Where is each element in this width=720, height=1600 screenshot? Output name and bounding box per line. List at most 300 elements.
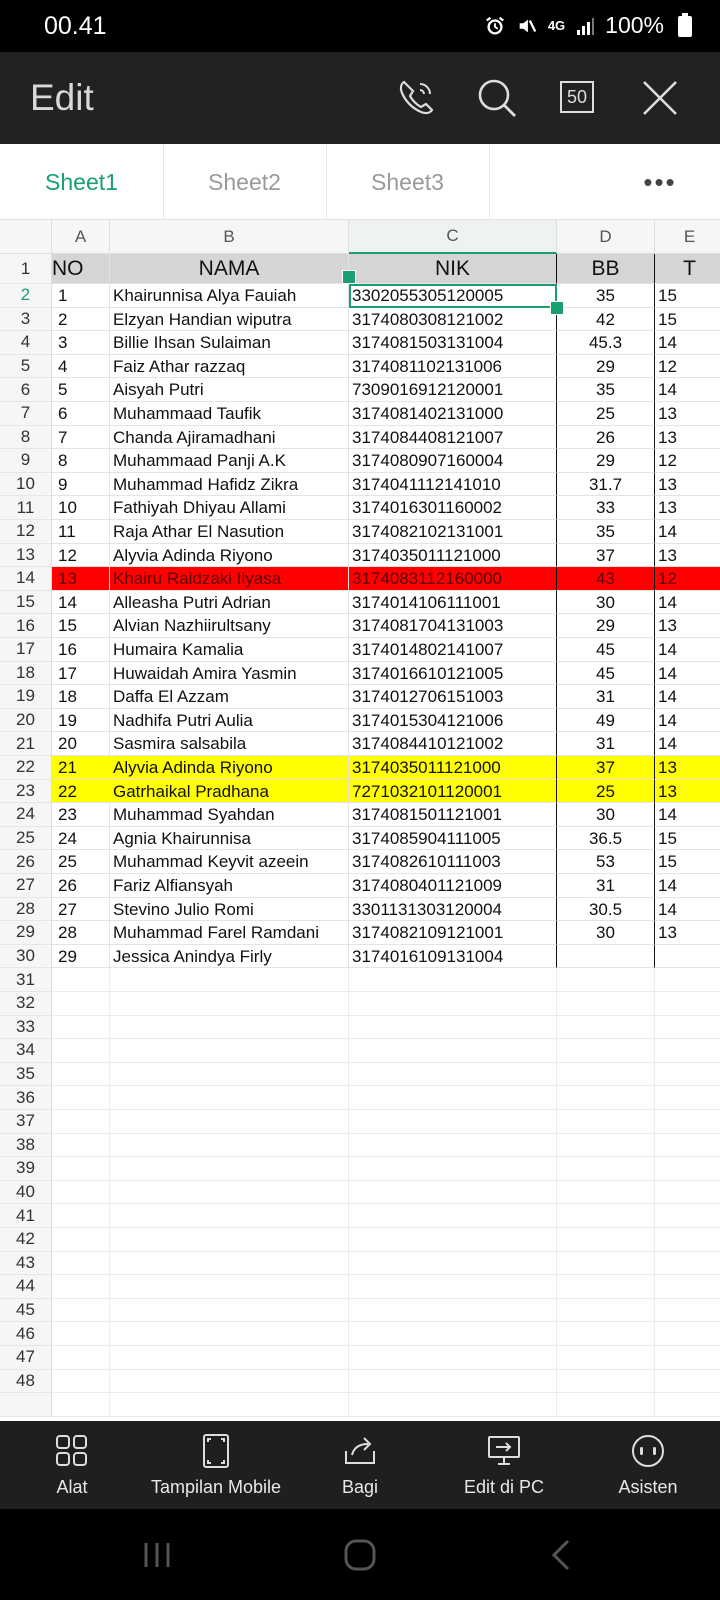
empty-cell[interactable] (655, 1110, 720, 1134)
table-cell[interactable]: 20 (52, 732, 110, 756)
row-header-20[interactable]: 20 (0, 709, 52, 733)
empty-cell[interactable] (52, 1204, 110, 1228)
table-cell[interactable]: 30 (557, 921, 655, 945)
row-header-46[interactable]: 46 (0, 1322, 52, 1346)
table-cell[interactable]: Khairu Raidzaki Ilyasa (110, 567, 349, 591)
table-cell[interactable]: 12 (655, 567, 720, 591)
table-cell[interactable]: Jessica Anindya Firly (110, 945, 349, 969)
table-cell[interactable]: 3174083112160000 (349, 567, 557, 591)
empty-cell[interactable] (349, 1228, 557, 1252)
empty-cell[interactable] (52, 1228, 110, 1252)
table-cell[interactable]: 23 (52, 803, 110, 827)
table-cell[interactable]: 13 (655, 780, 720, 804)
alat-button[interactable] (0, 1421, 144, 1509)
table-cell[interactable]: 31 (557, 732, 655, 756)
share-button[interactable] (288, 1421, 432, 1509)
table-cell[interactable]: 3174081503131004 (349, 331, 557, 355)
row-header-41[interactable]: 41 (0, 1204, 52, 1228)
empty-cell[interactable] (557, 1181, 655, 1205)
table-cell[interactable]: 17 (52, 662, 110, 686)
table-cell[interactable]: 14 (655, 520, 720, 544)
empty-cell[interactable] (52, 1016, 110, 1040)
table-cell[interactable]: Chanda Ajiramadhani (110, 426, 349, 450)
empty-cell[interactable] (52, 1299, 110, 1323)
table-cell[interactable]: 29 (557, 355, 655, 379)
table-cell[interactable]: 30 (557, 803, 655, 827)
select-all-corner[interactable] (0, 220, 52, 254)
table-cell[interactable]: 3174085904111005 (349, 827, 557, 851)
table-cell[interactable]: 3174084410121002 (349, 732, 557, 756)
empty-cell[interactable] (557, 1370, 655, 1394)
empty-cell[interactable] (110, 1016, 349, 1040)
table-cell[interactable]: 37 (557, 544, 655, 568)
empty-cell[interactable] (655, 1299, 720, 1323)
empty-cell[interactable] (52, 1134, 110, 1158)
table-cell[interactable]: 14 (655, 685, 720, 709)
table-cell[interactable]: 10 (52, 496, 110, 520)
table-cell[interactable]: 3174084408121007 (349, 426, 557, 450)
back-icon[interactable] (544, 1537, 580, 1573)
table-cell[interactable]: Muhammaad Taufik (110, 402, 349, 426)
table-cell[interactable]: 3174041112141010 (349, 473, 557, 497)
table-cell[interactable]: 15 (655, 850, 720, 874)
table-cell[interactable]: 25 (52, 850, 110, 874)
row-header-13[interactable]: 13 (0, 544, 52, 568)
empty-cell[interactable] (110, 1063, 349, 1087)
row-header-35[interactable]: 35 (0, 1063, 52, 1087)
row-header-49[interactable] (0, 1393, 52, 1417)
empty-cell[interactable] (52, 968, 110, 992)
table-cell[interactable]: 3174080907160004 (349, 449, 557, 473)
table-cell[interactable]: 12 (52, 544, 110, 568)
empty-cell[interactable] (52, 1110, 110, 1134)
empty-cell[interactable] (349, 1370, 557, 1394)
empty-cell[interactable] (655, 992, 720, 1016)
empty-cell[interactable] (110, 1110, 349, 1134)
header-cell-e[interactable]: T (655, 254, 720, 284)
mobile-view-button[interactable] (144, 1421, 288, 1509)
row-header-4[interactable]: 4 (0, 331, 52, 355)
empty-cell[interactable] (349, 1204, 557, 1228)
empty-cell[interactable] (557, 1275, 655, 1299)
table-cell[interactable]: Huwaidah Amira Yasmin (110, 662, 349, 686)
empty-cell[interactable] (110, 1181, 349, 1205)
more-tabs-button[interactable] (580, 144, 720, 220)
empty-cell[interactable] (110, 1134, 349, 1158)
empty-cell[interactable] (110, 1157, 349, 1181)
table-cell[interactable]: 29 (557, 449, 655, 473)
table-cell[interactable]: Alyvia Adinda Riyono (110, 756, 349, 780)
empty-cell[interactable] (655, 1016, 720, 1040)
empty-cell[interactable] (110, 1299, 349, 1323)
row-header-2[interactable]: 2 (0, 284, 52, 308)
table-cell[interactable]: 7271032101120001 (349, 780, 557, 804)
table-cell[interactable]: 6 (52, 402, 110, 426)
table-cell[interactable]: 30.5 (557, 898, 655, 922)
table-cell[interactable]: 3174016301160002 (349, 496, 557, 520)
table-cell[interactable]: 3174081704131003 (349, 614, 557, 638)
empty-cell[interactable] (52, 1370, 110, 1394)
table-cell[interactable]: 3174035011121000 (349, 756, 557, 780)
row-header-47[interactable]: 47 (0, 1346, 52, 1370)
table-cell[interactable]: 29 (52, 945, 110, 969)
table-cell[interactable]: Sasmira salsabila (110, 732, 349, 756)
empty-cell[interactable] (655, 1275, 720, 1299)
table-cell[interactable]: 4 (52, 355, 110, 379)
row-header-36[interactable]: 36 (0, 1086, 52, 1110)
empty-cell[interactable] (349, 1275, 557, 1299)
table-cell[interactable]: 19 (52, 709, 110, 733)
empty-cell[interactable] (655, 1181, 720, 1205)
empty-cell[interactable] (110, 968, 349, 992)
home-icon[interactable] (342, 1537, 378, 1573)
row-header-12[interactable]: 12 (0, 520, 52, 544)
table-cell[interactable]: 37 (557, 756, 655, 780)
table-cell[interactable]: Khairunnisa Alya Fauiah (110, 284, 349, 308)
table-cell[interactable]: Raja Athar El Nasution (110, 520, 349, 544)
table-cell[interactable]: 35 (557, 520, 655, 544)
table-cell[interactable]: 18 (52, 685, 110, 709)
empty-cell[interactable] (52, 1393, 110, 1417)
table-cell[interactable]: Muhammad Farel Ramdani (110, 921, 349, 945)
table-cell[interactable]: 13 (655, 756, 720, 780)
tab-sheet3[interactable] (326, 144, 490, 220)
table-cell[interactable]: 3174014802141007 (349, 638, 557, 662)
selection-handle-start[interactable] (342, 270, 356, 284)
empty-cell[interactable] (52, 1275, 110, 1299)
table-cell[interactable]: Stevino Julio Romi (110, 898, 349, 922)
empty-cell[interactable] (110, 1039, 349, 1063)
table-cell[interactable]: 7 (52, 426, 110, 450)
table-cell[interactable]: 35 (557, 284, 655, 308)
row-header-19[interactable]: 19 (0, 685, 52, 709)
table-cell[interactable]: 14 (655, 638, 720, 662)
empty-cell[interactable] (52, 1322, 110, 1346)
empty-cell[interactable] (655, 1204, 720, 1228)
empty-cell[interactable] (110, 1252, 349, 1276)
row-header-22[interactable]: 22 (0, 756, 52, 780)
table-cell[interactable]: 3302055305120005 (349, 284, 557, 308)
table-cell[interactable]: 3301131303120004 (349, 898, 557, 922)
table-cell[interactable]: 27 (52, 898, 110, 922)
table-cell[interactable]: 3174081102131006 (349, 355, 557, 379)
row-header-45[interactable]: 45 (0, 1299, 52, 1323)
empty-cell[interactable] (349, 1252, 557, 1276)
table-cell[interactable]: 3174082610111003 (349, 850, 557, 874)
empty-cell[interactable] (110, 1086, 349, 1110)
table-cell[interactable]: 12 (655, 355, 720, 379)
row-header-44[interactable]: 44 (0, 1275, 52, 1299)
empty-cell[interactable] (52, 992, 110, 1016)
table-cell[interactable]: 21 (52, 756, 110, 780)
table-cell[interactable] (655, 945, 720, 969)
table-cell[interactable]: 24 (52, 827, 110, 851)
table-cell[interactable]: 9 (52, 473, 110, 497)
table-cell[interactable]: 14 (655, 709, 720, 733)
row-header-33[interactable]: 33 (0, 1016, 52, 1040)
table-cell[interactable]: 3174080401121009 (349, 874, 557, 898)
table-cell[interactable]: 31 (557, 685, 655, 709)
empty-cell[interactable] (557, 1016, 655, 1040)
table-cell[interactable]: 3174082102131001 (349, 520, 557, 544)
empty-cell[interactable] (655, 1157, 720, 1181)
empty-cell[interactable] (349, 1299, 557, 1323)
empty-cell[interactable] (349, 1134, 557, 1158)
table-cell[interactable]: 45.3 (557, 331, 655, 355)
tab-sheet2[interactable] (163, 144, 327, 220)
row-header-30[interactable]: 30 (0, 945, 52, 969)
empty-cell[interactable] (110, 1204, 349, 1228)
row-header-34[interactable]: 34 (0, 1039, 52, 1063)
table-cell[interactable]: 1 (52, 284, 110, 308)
table-cell[interactable]: 14 (655, 331, 720, 355)
empty-cell[interactable] (557, 1299, 655, 1323)
empty-cell[interactable] (52, 1063, 110, 1087)
row-header-37[interactable]: 37 (0, 1110, 52, 1134)
recent-apps-icon[interactable] (139, 1537, 175, 1573)
table-cell[interactable] (557, 945, 655, 969)
empty-cell[interactable] (557, 1134, 655, 1158)
column-header-a[interactable]: A (52, 220, 110, 254)
table-cell[interactable]: 13 (655, 544, 720, 568)
empty-cell[interactable] (52, 1181, 110, 1205)
table-cell[interactable]: 35 (557, 378, 655, 402)
tab-sheet1[interactable] (0, 144, 164, 220)
table-cell[interactable]: Alleasha Putri Adrian (110, 591, 349, 615)
table-cell[interactable]: 5 (52, 378, 110, 402)
table-cell[interactable]: 3 (52, 331, 110, 355)
table-cell[interactable]: 3174012706151003 (349, 685, 557, 709)
empty-cell[interactable] (349, 1063, 557, 1087)
row-header-6[interactable]: 6 (0, 378, 52, 402)
table-cell[interactable]: 31 (557, 874, 655, 898)
empty-cell[interactable] (557, 992, 655, 1016)
table-cell[interactable]: Fathiyah Dhiyau Allami (110, 496, 349, 520)
empty-cell[interactable] (349, 1086, 557, 1110)
table-cell[interactable]: 22 (52, 780, 110, 804)
table-cell[interactable]: 11 (52, 520, 110, 544)
row-header-40[interactable]: 40 (0, 1181, 52, 1205)
empty-cell[interactable] (52, 1346, 110, 1370)
empty-cell[interactable] (349, 1346, 557, 1370)
table-cell[interactable]: Humaira Kamalia (110, 638, 349, 662)
table-cell[interactable]: 14 (655, 898, 720, 922)
row-header-38[interactable]: 38 (0, 1134, 52, 1158)
row-header-15[interactable]: 15 (0, 591, 52, 615)
column-header-d[interactable]: D (557, 220, 655, 254)
table-cell[interactable]: Nadhifa Putri Aulia (110, 709, 349, 733)
empty-cell[interactable] (655, 1086, 720, 1110)
table-cell[interactable]: 3174081501121001 (349, 803, 557, 827)
header-cell-d[interactable]: BB (557, 254, 655, 284)
table-cell[interactable]: Alyvia Adinda Riyono (110, 544, 349, 568)
row-header-7[interactable]: 7 (0, 402, 52, 426)
table-cell[interactable]: 7309016912120001 (349, 378, 557, 402)
table-cell[interactable]: 8 (52, 449, 110, 473)
row-header-14[interactable]: 14 (0, 567, 52, 591)
header-cell-a[interactable]: NO (52, 254, 110, 284)
table-cell[interactable]: Gatrhaikal Pradhana (110, 780, 349, 804)
table-cell[interactable]: 3174016610121005 (349, 662, 557, 686)
table-cell[interactable]: 13 (52, 567, 110, 591)
close-icon[interactable] (638, 76, 682, 120)
row-header-10[interactable]: 10 (0, 473, 52, 497)
table-cell[interactable]: 26 (52, 874, 110, 898)
empty-cell[interactable] (557, 1393, 655, 1417)
empty-cell[interactable] (349, 1157, 557, 1181)
empty-cell[interactable] (557, 1204, 655, 1228)
empty-cell[interactable] (349, 992, 557, 1016)
empty-cell[interactable] (110, 992, 349, 1016)
table-cell[interactable]: 13 (655, 921, 720, 945)
table-cell[interactable]: 43 (557, 567, 655, 591)
table-cell[interactable]: Muhammad Hafidz Zikra (110, 473, 349, 497)
empty-cell[interactable] (655, 1228, 720, 1252)
empty-cell[interactable] (349, 968, 557, 992)
table-cell[interactable]: Elzyan Handian wiputra (110, 308, 349, 332)
row-header-25[interactable]: 25 (0, 827, 52, 851)
row-header-9[interactable]: 9 (0, 449, 52, 473)
table-cell[interactable]: 16 (52, 638, 110, 662)
empty-cell[interactable] (655, 1393, 720, 1417)
empty-cell[interactable] (557, 1063, 655, 1087)
empty-cell[interactable] (655, 1322, 720, 1346)
empty-cell[interactable] (110, 1322, 349, 1346)
empty-cell[interactable] (557, 1039, 655, 1063)
table-cell[interactable]: 25 (557, 780, 655, 804)
table-cell[interactable]: Faiz Athar razzaq (110, 355, 349, 379)
empty-cell[interactable] (110, 1393, 349, 1417)
row-header-21[interactable]: 21 (0, 732, 52, 756)
empty-cell[interactable] (557, 1110, 655, 1134)
phone-icon[interactable] (394, 76, 438, 120)
row-header-8[interactable]: 8 (0, 426, 52, 450)
table-cell[interactable]: 14 (655, 378, 720, 402)
table-cell[interactable]: 33 (557, 496, 655, 520)
empty-cell[interactable] (110, 1346, 349, 1370)
table-cell[interactable]: 15 (52, 614, 110, 638)
table-cell[interactable]: 12 (655, 449, 720, 473)
empty-cell[interactable] (52, 1039, 110, 1063)
column-header-c[interactable]: C (349, 220, 557, 254)
table-cell[interactable]: 13 (655, 473, 720, 497)
row-header-18[interactable]: 18 (0, 662, 52, 686)
table-cell[interactable]: 42 (557, 308, 655, 332)
empty-cell[interactable] (349, 1039, 557, 1063)
table-cell[interactable]: 15 (655, 308, 720, 332)
table-cell[interactable]: 3174014106111001 (349, 591, 557, 615)
empty-cell[interactable] (655, 1134, 720, 1158)
table-cell[interactable]: Muhammaad Panji A.K (110, 449, 349, 473)
row-header-11[interactable]: 11 (0, 496, 52, 520)
row-header-28[interactable]: 28 (0, 898, 52, 922)
table-cell[interactable]: 15 (655, 827, 720, 851)
row-header-42[interactable]: 42 (0, 1228, 52, 1252)
empty-cell[interactable] (349, 1181, 557, 1205)
empty-cell[interactable] (557, 1252, 655, 1276)
selection-handle-end[interactable] (550, 301, 564, 315)
table-cell[interactable]: 3174080308121002 (349, 308, 557, 332)
assistant-button[interactable] (576, 1421, 720, 1509)
table-cell[interactable]: 14 (655, 591, 720, 615)
empty-cell[interactable] (349, 1110, 557, 1134)
row-header-29[interactable]: 29 (0, 921, 52, 945)
table-cell[interactable]: 14 (655, 803, 720, 827)
table-cell[interactable]: 15 (655, 284, 720, 308)
table-cell[interactable]: 14 (655, 874, 720, 898)
row-header-1[interactable]: 1 (0, 254, 52, 284)
empty-cell[interactable] (557, 1086, 655, 1110)
table-cell[interactable]: 3174081402131000 (349, 402, 557, 426)
empty-cell[interactable] (52, 1086, 110, 1110)
column-header-b[interactable]: B (110, 220, 349, 254)
table-cell[interactable]: 29 (557, 614, 655, 638)
row-header-3[interactable]: 3 (0, 308, 52, 332)
empty-cell[interactable] (349, 1322, 557, 1346)
table-cell[interactable]: 25 (557, 402, 655, 426)
empty-cell[interactable] (557, 1322, 655, 1346)
table-cell[interactable]: 14 (655, 732, 720, 756)
table-cell[interactable]: 3174082109121001 (349, 921, 557, 945)
edit-on-pc-button[interactable] (432, 1421, 576, 1509)
table-cell[interactable]: 28 (52, 921, 110, 945)
header-cell-c[interactable]: NIK (349, 254, 557, 284)
table-cell[interactable]: 13 (655, 614, 720, 638)
table-cell[interactable]: Agnia Khairunnisa (110, 827, 349, 851)
spreadsheet-grid[interactable] (0, 220, 720, 1420)
table-cell[interactable]: Muhammad Syahdan (110, 803, 349, 827)
empty-cell[interactable] (557, 968, 655, 992)
row-header-39[interactable]: 39 (0, 1157, 52, 1181)
table-cell[interactable]: 45 (557, 638, 655, 662)
row-header-27[interactable]: 27 (0, 874, 52, 898)
table-cell[interactable]: Daffa El Azzam (110, 685, 349, 709)
table-cell[interactable]: 45 (557, 662, 655, 686)
table-cell[interactable]: 13 (655, 496, 720, 520)
empty-cell[interactable] (557, 1157, 655, 1181)
empty-cell[interactable] (52, 1157, 110, 1181)
empty-cell[interactable] (110, 1228, 349, 1252)
table-cell[interactable]: Billie Ihsan Sulaiman (110, 331, 349, 355)
empty-cell[interactable] (655, 1039, 720, 1063)
row-header-17[interactable]: 17 (0, 638, 52, 662)
row-header-5[interactable]: 5 (0, 355, 52, 379)
row-header-16[interactable]: 16 (0, 614, 52, 638)
empty-cell[interactable] (655, 1370, 720, 1394)
table-cell[interactable]: 30 (557, 591, 655, 615)
header-cell-b[interactable]: NAMA (110, 254, 349, 284)
table-cell[interactable]: Fariz Alfiansyah (110, 874, 349, 898)
row-header-48[interactable]: 48 (0, 1370, 52, 1394)
table-cell[interactable]: 14 (52, 591, 110, 615)
table-cell[interactable]: 31.7 (557, 473, 655, 497)
row-header-24[interactable]: 24 (0, 803, 52, 827)
row-header-43[interactable]: 43 (0, 1252, 52, 1276)
table-cell[interactable]: Muhammad Keyvit azeein (110, 850, 349, 874)
table-cell[interactable]: Aisyah Putri (110, 378, 349, 402)
table-cell[interactable]: 3174015304121006 (349, 709, 557, 733)
table-cell[interactable]: 3174016109131004 (349, 945, 557, 969)
table-cell[interactable]: 53 (557, 850, 655, 874)
table-cell[interactable]: 3174035011121000 (349, 544, 557, 568)
row-header-23[interactable]: 23 (0, 780, 52, 804)
empty-cell[interactable] (110, 1370, 349, 1394)
empty-cell[interactable] (52, 1252, 110, 1276)
zoom-button[interactable] (560, 81, 594, 113)
search-icon[interactable] (475, 76, 519, 120)
empty-cell[interactable] (655, 1252, 720, 1276)
row-header-26[interactable]: 26 (0, 850, 52, 874)
